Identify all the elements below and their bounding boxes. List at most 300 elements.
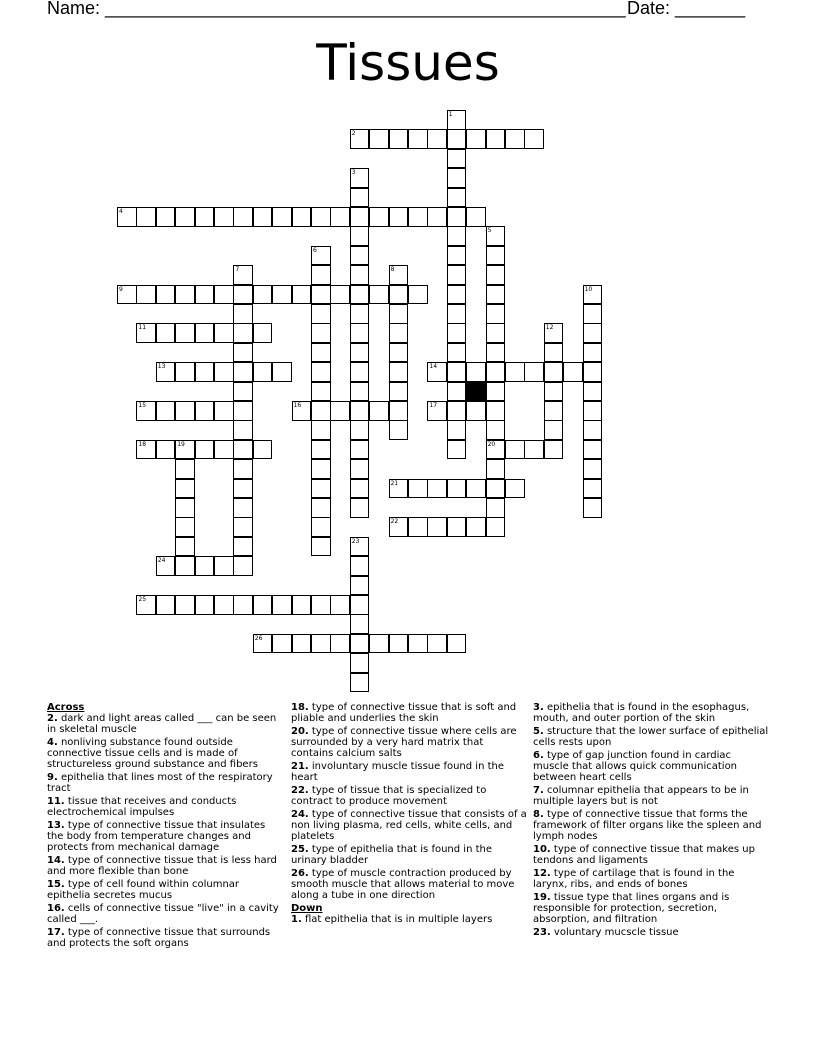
name-field-label: Name: ____________________________________________________ (47, 0, 626, 18)
crossword-cell[interactable] (583, 323, 603, 343)
crossword-cell[interactable] (175, 479, 195, 499)
clue-number: 23 (351, 537, 360, 545)
crossword-cell[interactable] (583, 498, 603, 518)
clue-item-number: 26. (291, 868, 309, 879)
crossword-cell[interactable] (350, 556, 370, 576)
crossword-cell[interactable] (330, 285, 350, 305)
clue-number: 9 (119, 285, 123, 293)
crossword-cell[interactable] (311, 265, 331, 285)
crossword-cell[interactable] (272, 595, 292, 615)
crossword-cell[interactable] (272, 285, 292, 305)
crossword-cell[interactable] (486, 517, 506, 537)
crossword-cell[interactable] (233, 343, 253, 363)
crossword-cell[interactable] (466, 479, 486, 499)
crossword-cell[interactable] (156, 323, 176, 343)
clue-number: 13 (157, 363, 166, 371)
crossword-cell[interactable] (292, 207, 312, 227)
crossword-cell[interactable] (253, 440, 273, 460)
clue-item-number: 5. (533, 726, 544, 737)
crossword-cell[interactable] (583, 479, 603, 499)
crossword-cell[interactable] (583, 304, 603, 324)
crossword-cell[interactable] (350, 323, 370, 343)
crossword-cell[interactable] (253, 285, 273, 305)
crossword-cell[interactable] (195, 401, 215, 421)
crossword-cell[interactable] (427, 129, 447, 149)
crossword-cell[interactable] (447, 343, 467, 363)
clue-item-number: 16. (47, 903, 65, 914)
crossword-cell[interactable] (408, 285, 428, 305)
clue-item (47, 879, 283, 901)
crossword-cell[interactable] (175, 498, 195, 518)
crossword-cell[interactable] (447, 207, 467, 227)
clue-item-text: involuntary muscle tissue found in the heart (291, 761, 505, 783)
crossword-cell[interactable] (427, 479, 447, 499)
crossword-cell[interactable] (311, 285, 331, 305)
crossword-cell[interactable] (544, 401, 564, 421)
clue-item-text: dark and light areas called ___ can be seen in skeletal muscle (47, 713, 277, 735)
clue-item-text: type of connective tissue that consists of a non living plasma, red cells, white cells, and platelets (291, 809, 527, 842)
crossword-cell[interactable] (136, 285, 156, 305)
crossword-cell[interactable] (486, 479, 506, 499)
crossword-cell[interactable] (330, 634, 350, 654)
clue-item-text: nonliving substance found outside connective tissue cells and is made of structureless ground substance and fibers (47, 737, 258, 770)
clue-item (47, 927, 283, 949)
crossword-cell[interactable] (350, 401, 370, 421)
crossword-cell[interactable] (311, 537, 331, 557)
crossword-cell[interactable] (311, 440, 331, 460)
clue-number: 17 (429, 402, 438, 409)
crossword-cell[interactable] (195, 323, 215, 343)
crossword-cell[interactable] (583, 440, 603, 460)
crossword-cell[interactable] (427, 207, 447, 227)
crossword-cell[interactable] (505, 129, 525, 149)
crossword-cell[interactable] (466, 517, 486, 537)
crossword-cell[interactable] (389, 382, 409, 402)
crossword-cell[interactable] (486, 401, 506, 421)
clue-number: 10 (584, 285, 593, 293)
clue-item-number: 3. (533, 702, 544, 713)
crossword-cell[interactable] (408, 207, 428, 227)
crossword-cell[interactable] (233, 595, 253, 615)
crossword-cell[interactable] (350, 673, 370, 693)
crossword-cell[interactable] (311, 207, 331, 227)
clue-item (47, 772, 283, 794)
clue-item-number: 25. (291, 844, 309, 855)
crossword-cell[interactable] (175, 323, 195, 343)
crossword-cell[interactable] (175, 556, 195, 576)
crossword-cell[interactable] (466, 362, 486, 382)
crossword-cell[interactable] (447, 149, 467, 169)
clue-item-text: structure that the lower surface of epithelial cells rests upon (533, 726, 769, 748)
crossword-cell[interactable] (350, 304, 370, 324)
clue-item (291, 726, 527, 759)
crossword-cell[interactable] (544, 420, 564, 440)
crossword-cell[interactable] (156, 207, 176, 227)
crossword-cell[interactable] (214, 285, 234, 305)
crossword-cell[interactable] (311, 362, 331, 382)
crossword-cell[interactable] (175, 401, 195, 421)
clue-item (533, 809, 769, 842)
crossword-cell[interactable] (486, 323, 506, 343)
crossword-cell[interactable] (156, 440, 176, 460)
crossword-cell[interactable] (583, 343, 603, 363)
crossword-cell[interactable] (272, 634, 292, 654)
clue-item-number: 13. (47, 820, 65, 831)
crossword-cell[interactable] (447, 188, 467, 208)
crossword-cell[interactable] (389, 207, 409, 227)
crossword-cell[interactable] (350, 537, 370, 557)
crossword-cell[interactable] (447, 382, 467, 402)
crossword-cell[interactable] (272, 207, 292, 227)
crossword-cell[interactable] (195, 556, 215, 576)
clue-number: 6 (313, 246, 317, 254)
clue-number: 8 (390, 266, 395, 274)
crossword-cell[interactable] (447, 226, 467, 246)
crossword-cell[interactable] (505, 362, 525, 382)
crossword-cell[interactable] (447, 110, 467, 130)
crossword-cell[interactable] (311, 595, 331, 615)
crossword-cell[interactable] (544, 440, 564, 460)
clue-number: 24 (157, 557, 166, 565)
clues-column-1 (47, 702, 283, 951)
crossword-cell[interactable] (350, 382, 370, 402)
crossword-cell[interactable] (583, 382, 603, 402)
crossword-cell[interactable] (350, 420, 370, 440)
crossword-cell[interactable] (233, 265, 253, 285)
crossword-cell[interactable] (311, 323, 331, 343)
crossword-cell[interactable] (408, 517, 428, 537)
crossword-cell[interactable] (311, 634, 331, 654)
crossword-cell[interactable] (233, 440, 253, 460)
crossword-cell[interactable] (175, 595, 195, 615)
crossword-cell[interactable] (544, 323, 564, 343)
crossword-cell[interactable] (427, 362, 447, 382)
crossword-cell[interactable] (233, 362, 253, 382)
clue-item (533, 892, 769, 925)
crossword-cell[interactable] (389, 343, 409, 363)
crossword-cell[interactable] (583, 285, 603, 305)
crossword-cell[interactable] (253, 323, 273, 343)
crossword-cell[interactable] (389, 285, 409, 305)
crossword-cell[interactable] (350, 168, 370, 188)
crossword-cell[interactable] (389, 304, 409, 324)
crossword-cell[interactable] (233, 304, 253, 324)
crossword-cell[interactable] (330, 207, 350, 227)
crossword-cell[interactable] (156, 556, 176, 576)
clue-item-text: type of connective tissue that is soft and pliable and underlies the skin (291, 702, 517, 724)
crossword-cell[interactable] (350, 595, 370, 615)
clue-item-number: 23. (533, 927, 551, 938)
crossword-cell[interactable] (350, 285, 370, 305)
crossword-cell[interactable] (253, 634, 273, 654)
crossword-cell[interactable] (350, 479, 370, 499)
crossword-cell[interactable] (389, 129, 409, 149)
crossword-cell[interactable] (117, 207, 137, 227)
crossword-cell[interactable] (350, 634, 370, 654)
clue-item-number: 22. (291, 785, 309, 796)
crossword-cell[interactable] (253, 207, 273, 227)
crossword-cell[interactable] (369, 634, 389, 654)
crossword-cell[interactable] (408, 634, 428, 654)
crossword-cell[interactable] (350, 614, 370, 634)
crossword-cell[interactable] (233, 207, 253, 227)
crossword-cell[interactable] (447, 440, 467, 460)
crossword-cell[interactable] (175, 517, 195, 537)
crossword-cell[interactable] (195, 440, 215, 460)
clue-item-number: 9. (47, 772, 58, 783)
black-square (466, 382, 486, 402)
clue-item-number: 21. (291, 761, 309, 772)
crossword-cell[interactable] (389, 634, 409, 654)
crossword-cell[interactable] (389, 265, 409, 285)
crossword-cell[interactable] (136, 440, 156, 460)
crossword-cell[interactable] (253, 595, 273, 615)
crossword-cell[interactable] (175, 285, 195, 305)
crossword-cell[interactable] (311, 498, 331, 518)
clue-item (533, 702, 769, 724)
crossword-cell[interactable] (292, 595, 312, 615)
crossword-cell[interactable] (136, 595, 156, 615)
crossword-cell[interactable] (389, 362, 409, 382)
crossword-cell[interactable] (350, 265, 370, 285)
clue-number: 15 (138, 402, 147, 409)
crossword-cell[interactable] (389, 401, 409, 421)
crossword-cell[interactable] (350, 576, 370, 596)
clue-item (291, 809, 527, 842)
crossword-cell[interactable] (292, 634, 312, 654)
clue-item-number: 4. (47, 737, 58, 748)
crossword-cell[interactable] (447, 285, 467, 305)
crossword-cell[interactable] (350, 207, 370, 227)
crossword-cell[interactable] (233, 556, 253, 576)
crossword-cell[interactable] (486, 498, 506, 518)
crossword-cell[interactable] (156, 362, 176, 382)
crossword-cell[interactable] (350, 362, 370, 382)
crossword-cell[interactable] (544, 382, 564, 402)
crossword-cell[interactable] (350, 188, 370, 208)
crossword-cell[interactable] (447, 634, 467, 654)
crossword-cell[interactable] (292, 401, 312, 421)
crossword-cell[interactable] (466, 129, 486, 149)
crossword-cell[interactable] (466, 401, 486, 421)
clue-item-number: 10. (533, 844, 551, 855)
crossword-cell[interactable] (350, 246, 370, 266)
crossword-cell[interactable] (486, 382, 506, 402)
crossword-cell[interactable] (486, 440, 506, 460)
crossword-cell[interactable] (175, 362, 195, 382)
crossword-cell[interactable] (583, 362, 603, 382)
crossword-cell[interactable] (311, 382, 331, 402)
crossword-cell[interactable] (195, 595, 215, 615)
crossword-cell[interactable] (447, 304, 467, 324)
crossword-cell[interactable] (486, 362, 506, 382)
crossword-cell[interactable] (233, 498, 253, 518)
crossword-cell[interactable] (583, 420, 603, 440)
crossword-cell[interactable] (389, 420, 409, 440)
crossword-cell[interactable] (486, 246, 506, 266)
crossword-cell[interactable] (233, 420, 253, 440)
crossword-cell[interactable] (563, 362, 583, 382)
crossword-cell[interactable] (233, 459, 253, 479)
crossword-cell[interactable] (389, 517, 409, 537)
crossword-cell[interactable] (486, 304, 506, 324)
crossword-cell[interactable] (233, 537, 253, 557)
clue-item (291, 914, 527, 925)
clue-item (533, 844, 769, 866)
clue-item (533, 785, 769, 807)
crossword-cell[interactable] (311, 401, 331, 421)
crossword-cell[interactable] (466, 207, 486, 227)
crossword-cell[interactable] (447, 401, 467, 421)
crossword-cell[interactable] (427, 401, 447, 421)
crossword-cell[interactable] (447, 517, 467, 537)
clue-number: 3 (351, 169, 356, 177)
crossword-cell[interactable] (369, 129, 389, 149)
crossword-cell[interactable] (350, 459, 370, 479)
crossword-cell[interactable] (233, 285, 253, 305)
crossword-cell[interactable] (408, 479, 428, 499)
clue-item-number: 15. (47, 879, 65, 890)
crossword-cell[interactable] (583, 459, 603, 479)
crossword-cell[interactable] (505, 479, 525, 499)
clue-item-text: voluntary mucscle tissue (553, 927, 679, 938)
clue-item (533, 868, 769, 890)
clue-number: 16 (293, 402, 302, 409)
crossword-cell[interactable] (175, 440, 195, 460)
crossword-cell[interactable] (311, 517, 331, 537)
clue-number: 21 (390, 479, 399, 487)
crossword-cell[interactable] (136, 323, 156, 343)
crossword-cell[interactable] (214, 207, 234, 227)
crossword-cell[interactable] (195, 362, 215, 382)
clue-item (291, 785, 527, 807)
crossword-cell[interactable] (350, 343, 370, 363)
crossword-cell[interactable] (214, 323, 234, 343)
crossword-cell[interactable] (156, 595, 176, 615)
clue-item-text: flat epithelia that is in multiple layers (304, 914, 493, 925)
crossword-cell[interactable] (311, 479, 331, 499)
crossword-cell[interactable] (486, 265, 506, 285)
crossword-cell[interactable] (292, 285, 312, 305)
clue-item (291, 844, 527, 866)
crossword-cell[interactable] (486, 129, 506, 149)
crossword-cell[interactable] (447, 129, 467, 149)
crossword-cell[interactable] (117, 285, 137, 305)
crossword-cell[interactable] (408, 129, 428, 149)
crossword-cell[interactable] (486, 459, 506, 479)
clue-item-text: type of connective tissue that insulates the body from temperature changes and protects from mechanical damage (47, 820, 266, 853)
crossword-cell[interactable] (214, 440, 234, 460)
clue-item-number: 12. (533, 868, 551, 879)
clue-item-number: 17. (47, 927, 65, 938)
crossword-cell[interactable] (233, 517, 253, 537)
crossword-cell[interactable] (389, 323, 409, 343)
crossword-cell[interactable] (195, 285, 215, 305)
page-title: Tissues (316, 34, 500, 92)
crossword-cell[interactable] (214, 556, 234, 576)
crossword-cell[interactable] (369, 207, 389, 227)
crossword-cell[interactable] (447, 265, 467, 285)
crossword-cell[interactable] (311, 246, 331, 266)
crossword-cell[interactable] (369, 401, 389, 421)
crossword-cell[interactable] (544, 362, 564, 382)
clue-item-text: type of cartilage that is found in the larynx, ribs, and ends of bones (533, 868, 735, 890)
crossword-cell[interactable] (253, 362, 273, 382)
crossword-cell[interactable] (175, 459, 195, 479)
crossword-cell[interactable] (350, 653, 370, 673)
crossword-cell[interactable] (233, 401, 253, 421)
crossword-cell[interactable] (214, 595, 234, 615)
crossword-cell[interactable] (175, 207, 195, 227)
clue-number: 14 (429, 363, 438, 371)
crossword-cell[interactable] (330, 595, 350, 615)
crossword-cell[interactable] (486, 285, 506, 305)
date-field-label: Date: _______ (627, 0, 746, 18)
crossword-cell[interactable] (486, 420, 506, 440)
crossword-cell[interactable] (214, 401, 234, 421)
crossword-cell[interactable] (311, 304, 331, 324)
crossword-cell[interactable] (330, 401, 350, 421)
crossword-cell[interactable] (447, 168, 467, 188)
crossword-cell[interactable] (311, 343, 331, 363)
crossword-cell[interactable] (136, 401, 156, 421)
crossword-cell[interactable] (447, 479, 467, 499)
crossword-cell[interactable] (350, 129, 370, 149)
crossword-cell[interactable] (156, 401, 176, 421)
crossword-cell[interactable] (447, 420, 467, 440)
crossword-cell[interactable] (447, 246, 467, 266)
crossword-cell[interactable] (583, 401, 603, 421)
crossword-cell[interactable] (233, 382, 253, 402)
crossword-cell[interactable] (350, 440, 370, 460)
crossword-cell[interactable] (486, 343, 506, 363)
crossword-cell[interactable] (369, 285, 389, 305)
crossword-cell[interactable] (389, 479, 409, 499)
clue-item (47, 737, 283, 770)
crossword-cell[interactable] (195, 207, 215, 227)
crossword-cell[interactable] (524, 129, 544, 149)
clue-item (291, 868, 527, 901)
crossword-cell[interactable] (233, 479, 253, 499)
clue-item-text: tissue type that lines organs and is responsible for protection, secretion, absorption, and filtration (533, 892, 730, 925)
crossword-cell[interactable] (136, 207, 156, 227)
crossword-cell[interactable] (175, 537, 195, 557)
crossword-cell[interactable] (544, 343, 564, 363)
crossword-cell[interactable] (524, 440, 544, 460)
clue-number: 11 (138, 324, 147, 332)
crossword-cell[interactable] (233, 323, 253, 343)
crossword-cell[interactable] (311, 459, 331, 479)
crossword-cell[interactable] (350, 226, 370, 246)
clue-number: 2 (351, 130, 356, 138)
clue-item-text: type of muscle contraction produced by smooth muscle that allows material to move along a tube in one direction (291, 868, 515, 901)
crossword-cell[interactable] (447, 362, 467, 382)
crossword-cell[interactable] (486, 226, 506, 246)
crossword-cell[interactable] (524, 362, 544, 382)
crossword-cell[interactable] (311, 420, 331, 440)
clue-number: 12 (545, 324, 554, 332)
crossword-cell[interactable] (427, 517, 447, 537)
crossword-cell[interactable] (214, 362, 234, 382)
crossword-cell[interactable] (350, 498, 370, 518)
crossword-cell[interactable] (156, 285, 176, 305)
crossword-cell[interactable] (272, 362, 292, 382)
crossword-cell[interactable] (505, 440, 525, 460)
clue-item (533, 750, 769, 783)
crossword-cell[interactable] (447, 323, 467, 343)
clue-item-text: type of tissue that is specialized to contract to produce movement (291, 785, 487, 807)
crossword-cell[interactable] (427, 634, 447, 654)
